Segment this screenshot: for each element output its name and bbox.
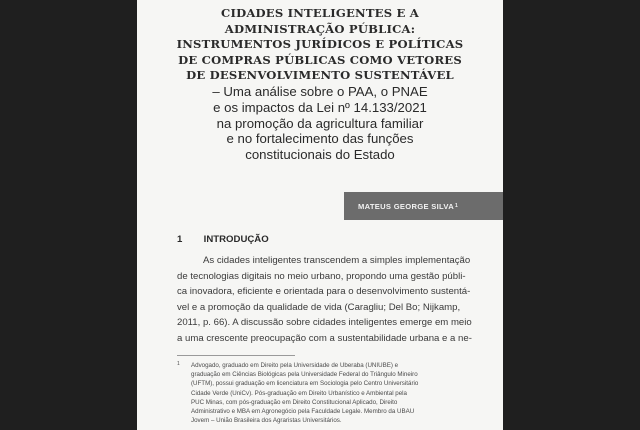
footnote-line: PUC Minas, com pós-graduação em Direito Constitucional Aplicado, Direito: [191, 398, 398, 406]
section-heading: [177, 234, 477, 245]
footnote-line: (UFTM), possui graduação em licenciatura em Sociologia pelo Centro Universitário: [191, 380, 419, 388]
footnote-line: Administrativo e MBA em Agronegócio pela Faculdade Legale. Membro da UBAU: [191, 408, 415, 416]
title-line: ADMINISTRAÇÃO PÚBLICA:: [224, 21, 416, 36]
subtitle-line: na promoção da agricultura familiar: [216, 115, 424, 131]
document-page[interactable]: [137, 0, 503, 430]
footnote-line: Advogado, graduado em Direito pela Universidade de Uberaba (UNIUBE) e: [191, 362, 399, 369]
title-line: INSTRUMENTOS JURÍDICOS E POLÍTICAS: [176, 37, 464, 52]
body-line: ca inovadora, eficiente e orientada para o desenvolvimento sustentá-: [177, 286, 471, 297]
body-line: de tecnologias digitais no meio urbano, propondo uma gestão públi-: [177, 270, 466, 282]
author-banner: [344, 192, 503, 220]
section-title: INTRODUÇÃO: [203, 234, 269, 245]
chapter-title: [137, 6, 503, 163]
title-line: DE COMPRAS PÚBLICAS COMO VETORES: [178, 52, 462, 67]
section-number: 1: [177, 234, 183, 245]
footnote-line: Jovem – União Brasileira dos Agraristas Universitários.: [191, 417, 342, 425]
body-line: 2011, p. 66). A discussão sobre cidades inteligentes emerge em meio: [177, 317, 472, 328]
author-name: MATEUS GEORGE SILVA: [358, 201, 454, 211]
subtitle-line: e os impactos da Lei nº 14.133/2021: [213, 99, 427, 115]
footnote: [177, 361, 457, 425]
footnote-divider: [177, 355, 295, 356]
body-line: a uma crescente preocupação com a sustentabilidade urbana e a ne-: [177, 332, 472, 344]
subtitle-line: e no fortalecimento das funções: [226, 131, 414, 147]
body-line: vel e a promoção da qualidade de vida (Caragliu; Del Bo; Nijkamp,: [177, 301, 461, 313]
subtitle-line: – Uma análise sobre o PAA, o PNAE: [212, 83, 428, 99]
body-paragraph: [177, 253, 472, 346]
footnote-line: Cidade Verde (UniCv). Pós-graduação em Direito Urbanístico e Ambiental pela: [191, 389, 407, 397]
title-line: CIDADES INTELIGENTES E A: [221, 6, 419, 20]
footnote-line: graduação em Ciências Biológicas pela Universidade Federal do Triângulo Mineiro: [191, 371, 418, 379]
footnote-mark: 1: [177, 361, 180, 367]
title-line: DE DESENVOLVIMENTO SUSTENTÁVEL: [186, 68, 454, 83]
body-line: As cidades inteligentes transcendem a simples implementação: [203, 255, 471, 266]
author-footnote-mark[interactable]: 1: [455, 203, 459, 209]
subtitle-line: constitucionais do Estado: [245, 147, 395, 163]
